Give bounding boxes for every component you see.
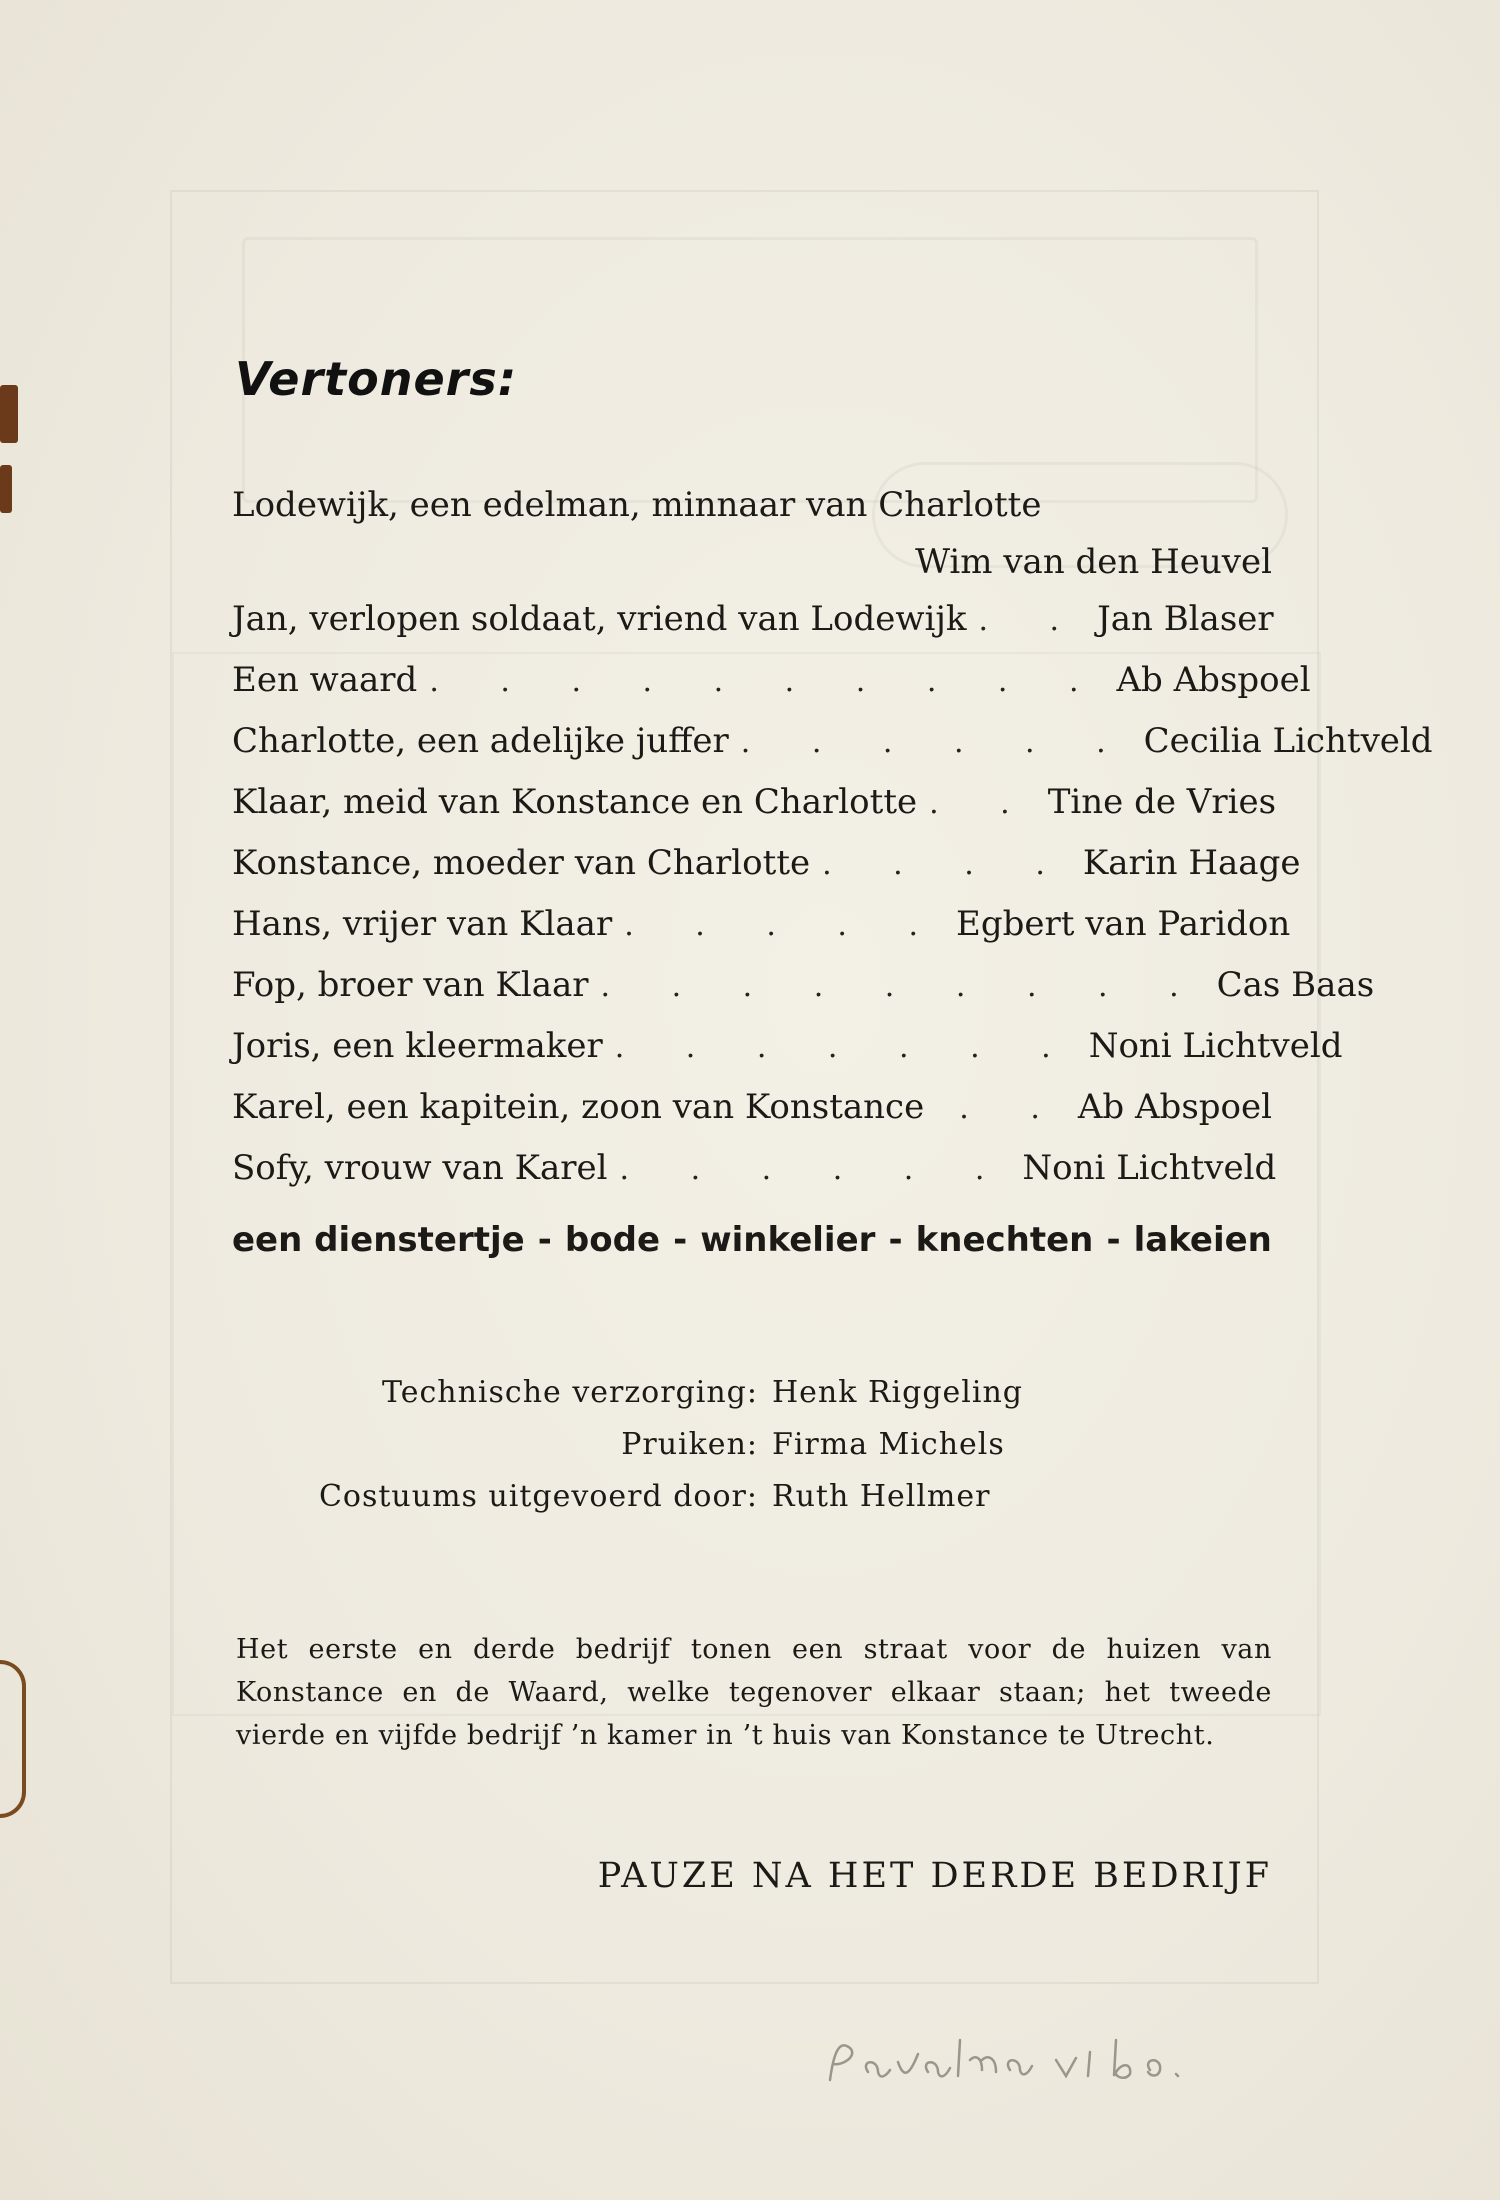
cast-actor: Wim van den Heuvel — [915, 542, 1272, 582]
leader-dots: . . . . . . — [740, 725, 1132, 760]
cast-row — [232, 599, 1272, 660]
cast-actor: Tine de Vries — [1047, 782, 1277, 822]
extras-item: bode — [564, 1220, 661, 1260]
staple-mark — [0, 1660, 26, 1818]
leader-dots: . . — [959, 1091, 1066, 1126]
cast-role: Karel, een kapitein, zoon van Konstance — [232, 1087, 925, 1127]
leader-dots: . . . . — [822, 847, 1071, 882]
extras-separator: - — [537, 1220, 552, 1260]
cast-list — [232, 485, 1433, 1209]
credits-block — [200, 1375, 1100, 1531]
credit-label: Technische verzorging: — [382, 1375, 758, 1410]
cast-row — [232, 485, 1272, 599]
cast-row — [232, 721, 1433, 782]
cast-role: Charlotte, een adelijke juffer — [232, 721, 729, 761]
cast-actor: Cecilia Lichtveld — [1143, 721, 1433, 761]
credit-row — [200, 1375, 1100, 1427]
leader-dots: . . . . . . — [619, 1152, 1011, 1187]
handwritten-pencil-note — [820, 2010, 1260, 2100]
cast-row — [232, 1148, 1277, 1209]
leader-dots: . . . . . — [624, 908, 945, 943]
binding-mark — [0, 465, 12, 513]
cast-row — [232, 904, 1291, 965]
cast-actor: Cas Baas — [1216, 965, 1375, 1005]
scene-note: Het eerste en derde bedrijf tonen een straat voor de huizen van Konstance en de Waard, welke tegenover elkaar staan; het tweede vierde en vijfde bedrijf ’n kamer in ’t huis van Konstance te Utrecht. — [236, 1634, 1272, 1751]
cast-role: Fop, broer van Klaar — [232, 965, 589, 1005]
extras-separator: - — [673, 1220, 688, 1260]
credit-value: Ruth Hellmer — [772, 1479, 991, 1514]
extras-item: lakeien — [1133, 1220, 1272, 1260]
cast-row — [232, 660, 1311, 721]
extras-separator: - — [888, 1220, 903, 1260]
leader-dots: . . — [929, 786, 1036, 821]
cast-role: Lodewijk, een edelman, minnaar van Charlotte — [232, 485, 1042, 525]
leader-dots: . . . . . . . . . — [600, 969, 1205, 1004]
cast-row — [232, 1026, 1343, 1087]
cast-actor: Noni Lichtveld — [1088, 1026, 1343, 1066]
cast-actor: Ab Abspoel — [1077, 1087, 1272, 1127]
cast-role: Klaar, meid van Konstance en Charlotte — [232, 782, 918, 822]
credit-row — [200, 1427, 1100, 1479]
cast-role: Konstance, moeder van Charlotte — [232, 843, 811, 883]
cast-role: Jan, verlopen soldaat, vriend van Lodewijk — [232, 599, 967, 639]
cast-actor: Karin Haage — [1082, 843, 1301, 883]
leader-dots: . . — [978, 603, 1086, 638]
credit-label: Costuums uitgevoerd door: — [318, 1479, 758, 1514]
cast-actor: Noni Lichtveld — [1022, 1148, 1277, 1188]
extras-line — [232, 1220, 1272, 1260]
extras-item: een dienstertje — [232, 1220, 525, 1260]
cast-actor: Jan Blaser — [1097, 599, 1274, 639]
cast-role: Hans, vrijer van Klaar — [232, 904, 613, 944]
cast-heading: Vertoners: — [235, 352, 518, 406]
cast-actor: Ab Abspoel — [1116, 660, 1311, 700]
cast-row — [232, 782, 1277, 843]
leader-dots: . . . . . . . — [614, 1030, 1077, 1065]
extras-item: knechten — [915, 1220, 1094, 1260]
credit-value: Henk Riggeling — [772, 1375, 1024, 1410]
credit-row — [200, 1479, 1100, 1531]
cast-row — [232, 1087, 1272, 1148]
cast-row — [232, 843, 1301, 904]
extras-item: winkelier — [700, 1220, 876, 1260]
cast-actor: Egbert van Paridon — [956, 904, 1291, 944]
binding-mark — [0, 385, 18, 443]
leader-dots: . . . . . . . . . . — [429, 664, 1105, 699]
credit-value: Firma Michels — [772, 1427, 1005, 1462]
cast-role: Sofy, vrouw van Karel — [232, 1148, 608, 1188]
extras-separator: - — [1106, 1220, 1121, 1260]
cast-role: Een waard — [232, 660, 418, 700]
cast-role: Joris, een kleermaker — [232, 1026, 603, 1066]
cast-row — [232, 965, 1375, 1026]
intermission-note: PAUZE NA HET DERDE BEDRIJF — [597, 1856, 1272, 1896]
credit-label: Pruiken: — [621, 1427, 758, 1462]
